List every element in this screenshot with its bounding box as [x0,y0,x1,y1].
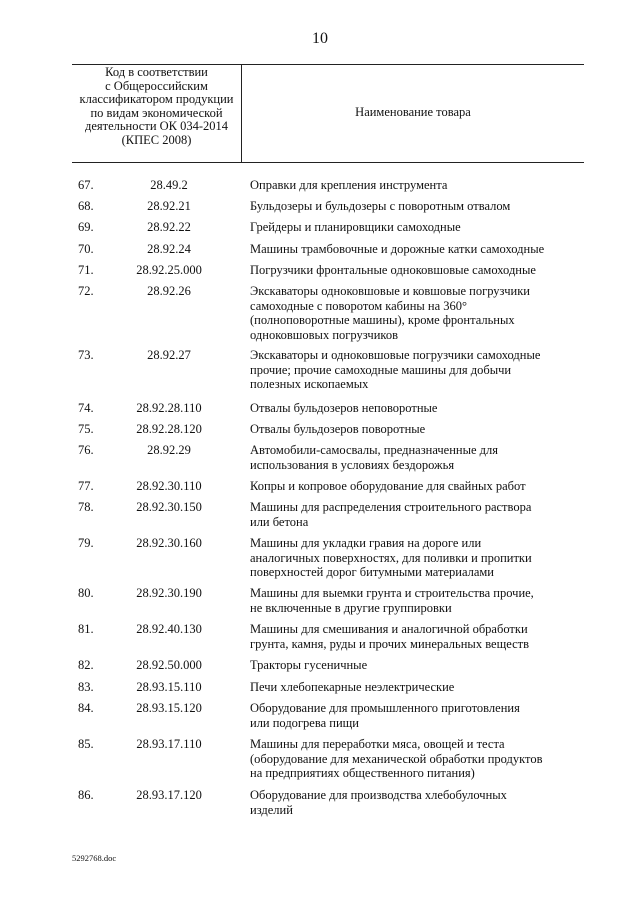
row-number: 72. [78,284,94,298]
row-product-name-line: (полноповоротные машины), кроме фронтальных [250,313,515,327]
row-code: 28.92.27 [147,348,191,362]
row-product-name-line: Печи хлебопекарные неэлектрические [250,680,455,694]
row-number: 84. [78,701,94,715]
row-product-name-line: самоходные с поворотом кабины на 360° [250,298,468,313]
row-product-name-line: Погрузчики фронтальные одноковшовые самоходные [250,263,536,277]
row-number: 74. [78,401,94,415]
row-code: 28.92.21 [147,199,191,213]
row-product-name [250,263,600,278]
row-product-name-line: на предприятиях общественного питания) [250,766,475,780]
row-number: 78. [78,500,94,514]
row-product-name-line: Грейдеры и планировщики самоходные [250,220,461,234]
row-product-name-line: Тракторы гусеничные [250,658,368,672]
row-code: 28.49.2 [150,178,188,192]
row-product-name [250,242,600,257]
row-code: 28.92.25.000 [136,263,202,277]
row-product-name-line: Машины для распределения строительного раствора [250,500,532,514]
row-product-name-line: Оправки для крепления инструмента [250,178,448,192]
row-product-name [250,199,600,214]
row-code: 28.93.15.120 [136,701,202,715]
row-code: 28.93.17.110 [136,737,202,751]
row-product-name-line: Экскаваторы одноковшовые и ковшовые погрузчики [250,284,530,298]
row-product-name [250,788,600,817]
row-product-name-line: Экскаваторы и одноковшовые погрузчики самоходные [250,348,541,362]
row-product-name-line: грунта, камня, руды и прочих минеральных веществ [250,636,529,651]
row-product-name-line: Отвалы бульдозеров неповоротные [250,401,438,415]
row-code: 28.92.30.150 [136,500,202,514]
column-header-name: Наименование товара [355,105,471,119]
row-number: 79. [78,536,94,550]
row-number: 69. [78,220,94,234]
row-product-name-line: полезных ископаемых [250,377,369,391]
row-number: 77. [78,479,94,493]
row-code: 28.92.40.130 [136,622,202,636]
row-number: 82. [78,658,94,672]
row-code: 28.92.50.000 [136,658,202,672]
row-product-name [250,737,600,781]
row-product-name-line: Машины для смешивания и аналогичной обработки [250,622,528,636]
row-code: 28.92.30.160 [136,536,202,550]
row-number: 75. [78,422,94,436]
row-code: 28.93.15.110 [136,680,202,694]
column-header-code-line: деятельности ОК 034-2014 [84,119,229,133]
row-code: 28.93.17.120 [136,788,202,802]
row-number: 70. [78,242,94,256]
column-header-code-line: по видам экономической [90,105,223,120]
row-product-name-line: Машины для переработки мяса, овощей и теста [250,737,505,751]
row-number: 85. [78,737,94,751]
row-code: 28.92.28.110 [136,401,202,415]
row-product-name [250,401,600,416]
row-code: 28.92.26 [147,284,191,298]
row-product-name-line: Оборудование для промышленного приготовления [250,701,520,715]
row-product-name-line: Машины для выемки грунта и строительства прочие, [250,586,534,600]
row-code: 28.92.28.120 [136,422,202,436]
row-product-name-line: (оборудование для механической обработки продуктов [250,751,543,766]
row-product-name [250,622,600,651]
row-product-name [250,658,600,673]
row-product-name-line: изделий [250,802,293,817]
row-product-name [250,680,600,695]
row-product-name-line: Машины для укладки гравия на дороге или [250,536,482,550]
row-code: 28.92.30.110 [136,479,202,493]
document-filename: 5292768.doc [72,853,117,863]
row-product-name-line: поверхностей дорог битумными материалами [250,565,495,579]
row-product-name-line: Оборудование для производства хлебобулочных [250,788,507,802]
row-product-name-line: или бетона [250,514,309,529]
row-product-name [250,348,600,392]
row-number: 67. [78,178,94,192]
row-code: 28.92.22 [147,220,191,234]
row-product-name-line: прочие; прочие самоходные машины для добычи [250,362,512,377]
row-product-name-line: Копры и копровое оборудование для свайных работ [250,479,526,493]
column-header-code-line: Код в соответствии [105,65,208,79]
row-product-name [250,479,600,494]
row-number: 83. [78,680,94,694]
row-product-name [250,443,600,472]
page-number: 10 [312,30,328,47]
row-product-name-line: не включенные в другие группировки [250,600,452,615]
row-product-name-line: Машины трамбовочные и дорожные катки самоходные [250,242,545,256]
row-code: 28.92.30.190 [136,586,202,600]
column-header-code-line: с Общероссийским [105,78,208,93]
row-number: 73. [78,348,94,362]
row-code: 28.92.24 [147,242,191,256]
row-product-name-line: одноковшовых погрузчиков [250,327,398,342]
row-product-name [250,536,600,580]
row-number: 81. [78,622,94,636]
row-product-name [250,500,600,529]
row-product-name-line: аналогичных поверхностях, для поливки и пропитки [250,550,532,565]
row-number: 80. [78,586,94,600]
row-product-name [250,422,600,437]
row-product-name [250,284,600,342]
column-header-code-line: (КПЕС 2008) [121,132,192,147]
column-header-code-line: классификатором продукции [79,92,234,106]
row-number: 71. [78,263,94,277]
row-product-name-line: Бульдозеры и бульдозеры с поворотным отвалом [250,199,511,213]
row-product-name [250,220,600,235]
row-product-name [250,178,600,193]
row-product-name [250,586,600,615]
row-number: 76. [78,443,94,457]
row-product-name-line: или подогрева пищи [250,715,359,730]
row-code: 28.92.29 [147,443,191,457]
row-number: 86. [78,788,94,802]
row-number: 68. [78,199,94,213]
row-product-name [250,701,600,730]
row-product-name-line: Отвалы бульдозеров поворотные [250,422,426,436]
row-product-name-line: Автомобили-самосвалы, предназначенные для [250,443,499,457]
column-header-code [72,66,241,147]
table-header-bottom-rule [72,162,584,163]
row-product-name-line: использования в условиях бездорожья [250,457,455,472]
